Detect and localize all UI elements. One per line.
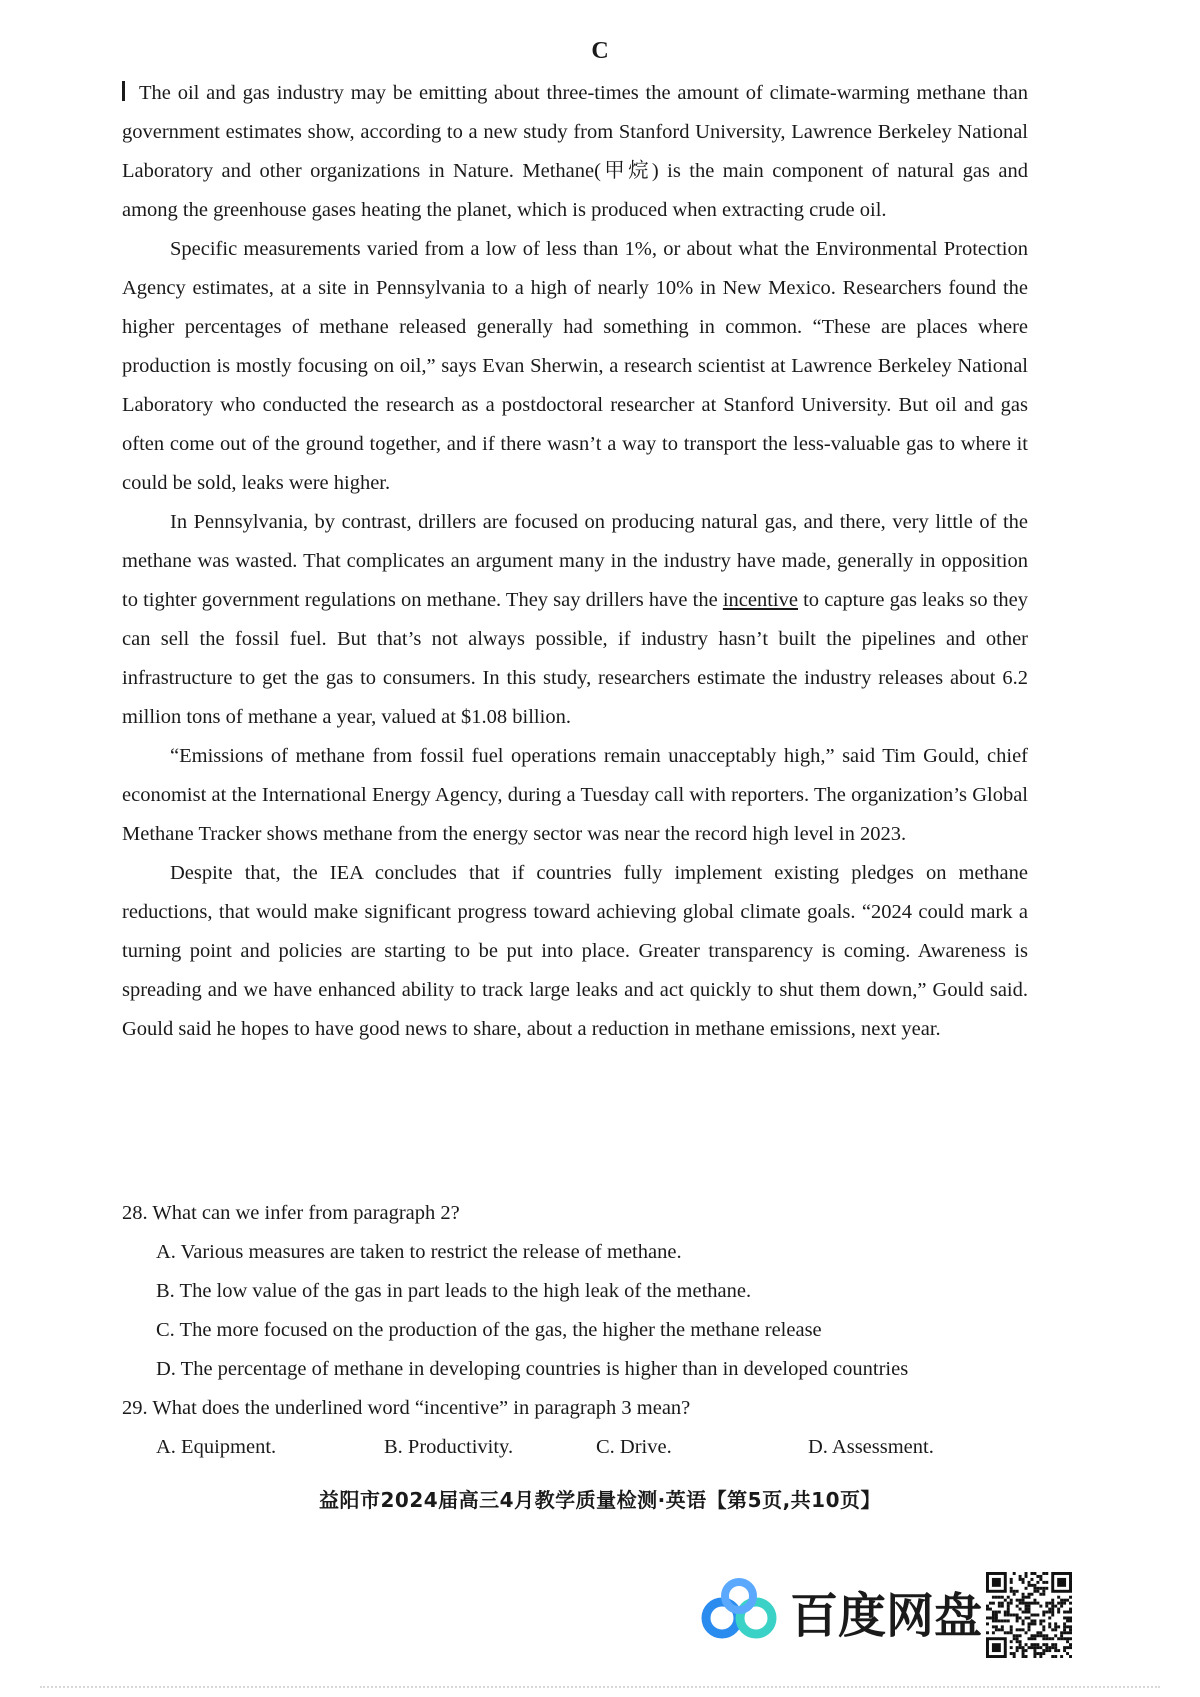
- paragraph-5: Despite that, the IEA concludes that if countries fully implement existing pledges on methane reductions, that would make significant progress toward achieving global climate goals. “2024 could mark a turning point and policies are starting to be put into place. Greater transparency is coming. Awareness is spreading and we have enhanced ability to track large leaks and act quickly to shut them down,” Gould said. Gould said he hopes to have good news to share, about a reduction in methane emissions, next year.: [122, 862, 1028, 1040]
- paragraph-1-text: The oil and gas industry may be emitting about three-times the amount of climate-warming methane than government estimates show, according to a new study from Stanford University, Lawrence Berkeley National Laboratory and other organizations in Nature. Methane(甲烷) is the main component of natural gas and among the greenhouse gases heating the planet, which is produced when extracting crude oil.: [122, 82, 1028, 221]
- question-stem: 28. What can we infer from paragraph 2?: [122, 1202, 460, 1224]
- option-b: B. Productivity.: [384, 1436, 514, 1458]
- options-row: [156, 1428, 1028, 1467]
- section-letter: C: [591, 38, 609, 64]
- question-28: [122, 1194, 1028, 1389]
- page-footer: 益阳市2024届高三4月教学质量检测·英语【第5页,共10页】: [318, 1488, 882, 1512]
- option-b: B. The low value of the gas in part leads to the high leak of the methane.: [156, 1280, 752, 1302]
- paragraph-3: In Pennsylvania, by contrast, drillers are focused on producing natural gas, and there, very little of the methane was wasted. That complicates an argument many in the industry have made, generally in opposition to tighter government regulations on methane. They say drillers have the incentive to capture gas leaks so they can sell the fossil fuel. But that’s not always possible, if industry hasn’t built the pipelines and other infrastructure to get the gas to consumers. In this study, researchers estimate the industry releases about 6.2 million tons of methane a year, valued at $1.08 billion.: [122, 511, 1028, 728]
- questions: [122, 1194, 1028, 1467]
- baidu-netdisk-watermark: [700, 1566, 982, 1656]
- margin-mark: [122, 81, 125, 101]
- baidu-netdisk-logo-icon: [700, 1576, 780, 1646]
- reading-passage: [122, 74, 1028, 1049]
- paragraph-2: Specific measurements varied from a low of less than 1%, or about what the Environmental Protection Agency estimates, at a site in Pennsylvania to a high of nearly 10% in New Mexico. Researchers found the higher percentages of methane released generally had something in common. “These are places where production is mostly focusing on oil,” says Evan Sherwin, a research scientist at Lawrence Berkeley National Laboratory who conducted the research as a postdoctoral researcher at Stanford University. But oil and gas often come out of the ground together, and if there wasn’t a way to transport the less-valuable gas to where it could be sold, leaks were higher.: [122, 238, 1028, 494]
- option-d: D. Assessment.: [808, 1436, 934, 1458]
- watermark-text: 百度网盘: [790, 1587, 983, 1644]
- option-c: C. The more focused on the production of the gas, the higher the methane release: [156, 1319, 822, 1341]
- option-a: A. Equipment.: [156, 1436, 277, 1458]
- question-29: [122, 1389, 1028, 1467]
- paragraph-1: [122, 74, 1028, 230]
- page-edge-dots: [40, 1686, 1160, 1688]
- option-c: C. Drive.: [596, 1436, 672, 1458]
- question-stem: 29. What does the underlined word “incentive” in paragraph 3 mean?: [122, 1397, 691, 1419]
- underlined-word: incentive: [722, 589, 798, 611]
- option-d: D. The percentage of methane in developing countries is higher than in developed countries: [156, 1358, 909, 1380]
- option-a: A. Various measures are taken to restrict the release of methane.: [156, 1241, 682, 1263]
- paragraph-4: “Emissions of methane from fossil fuel operations remain unacceptably high,” said Tim Gould, chief economist at the International Energy Agency, during a Tuesday call with reporters. The organization’s Global Methane Tracker shows methane from the energy sector was near the record high level in 2023.: [122, 745, 1028, 845]
- qr-code-icon: [986, 1572, 1072, 1658]
